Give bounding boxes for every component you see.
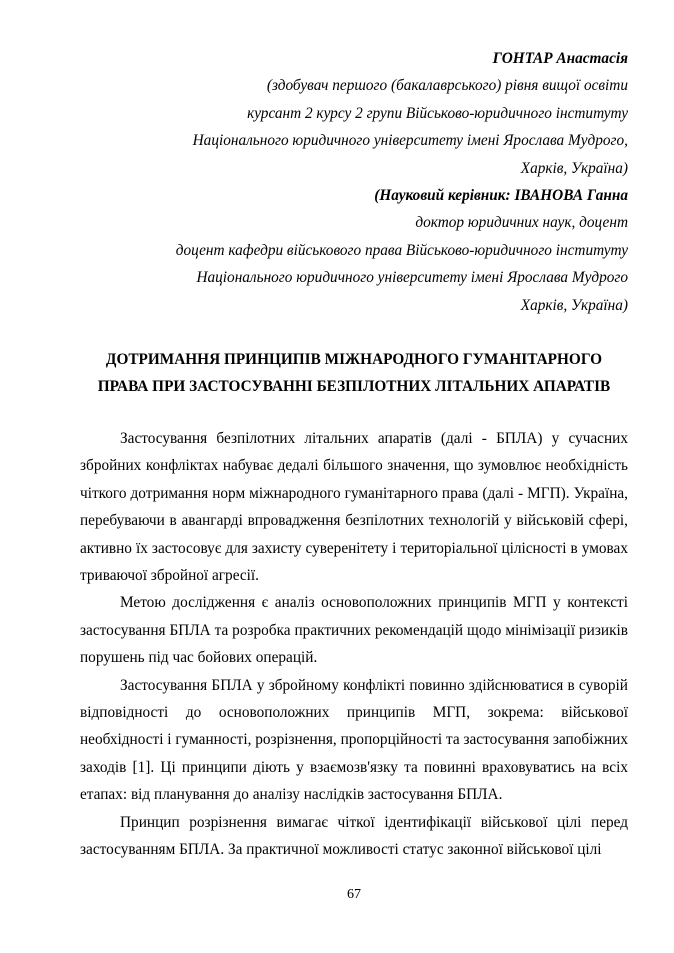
supervisor-heading: (Науковий керівник: ІВАНОВА Ганна	[374, 187, 628, 205]
author-city-line: Харків, Україна)	[520, 159, 628, 177]
page-content	[80, 0, 628, 953]
supervisor-city-line: Харків, Україна)	[520, 296, 628, 314]
article-body	[80, 425, 628, 864]
title-line-1: ДОТРИМАННЯ ПРИНЦИПІВ МІЖНАРОДНОГО ГУМАНІТАРНОГО	[105, 351, 603, 368]
article-title	[80, 346, 628, 401]
paragraph-intro: Застосування безпілотних літальних апаратів (далі - БПЛА) у сучасних збройних конфліктах набуває дедалі більшого значення, що зумовлює необхідність чіткого дотримання норм міжнародного гуманітарного права (далі - МГП). Україна, перебуваючи в авангарді впровадження безпілотних технологій у військовій сфері, активно їх застосовує для захисту суверенітету і територіальної цілісності в умовах триваючої збройної агресії.	[80, 430, 628, 585]
author-course-line: курсант 2 курсу 2 групи Військово-юридичного інституту	[247, 104, 628, 122]
author-name: ГОНТАР Анастасія	[492, 50, 628, 67]
paragraph-distinction: Принцип розрізнення вимагає чіткої ідентифікації військової цілі перед застосуванням БПЛА. За практичної можливості статус законної військової цілі	[80, 813, 628, 859]
supervisor-position-line: доцент кафедри військового права Військово-юридичного інституту	[175, 241, 628, 259]
supervisor-degree-line: доктор юридичних наук, доцент	[415, 214, 628, 232]
title-line-2: ПРАВА ПРИ ЗАСТОСУВАННІ БЕЗПІЛОТНИХ ЛІТАЛЬНИХ АПАРАТІВ	[97, 378, 611, 396]
author-degree-line: (здобувач першого (бакалаврського) рівня вищої освіти	[266, 77, 628, 95]
author-university-line: Національного юридичного університету імені Ярослава Мудрого,	[192, 132, 628, 150]
paragraph-purpose: Метою дослідження є аналіз основоположних принципів МГП у контексті застосування БПЛА та розробка практичних рекомендацій щодо мінімізації ризиків порушень під час бойових операцій.	[80, 594, 628, 667]
author-affiliation-block	[80, 45, 628, 319]
supervisor-university-line: Національного юридичного університету імені Ярослава Мудрого	[196, 269, 628, 287]
paragraph-principles: Застосування БПЛА у збройному конфлікті повинно здійснюватися в суворій відповідності до основоположних принципів МГП, зокрема: військової необхідності і гуманності, розрізнення, пропорційності та застосування запобіжних заходів [1]. Ці принципи діють у взаємозв'язку та повинні враховуватись на всіх етапах: від планування до аналізу наслідків застосування БПЛА.	[80, 676, 628, 804]
page-number: 67	[347, 887, 361, 902]
